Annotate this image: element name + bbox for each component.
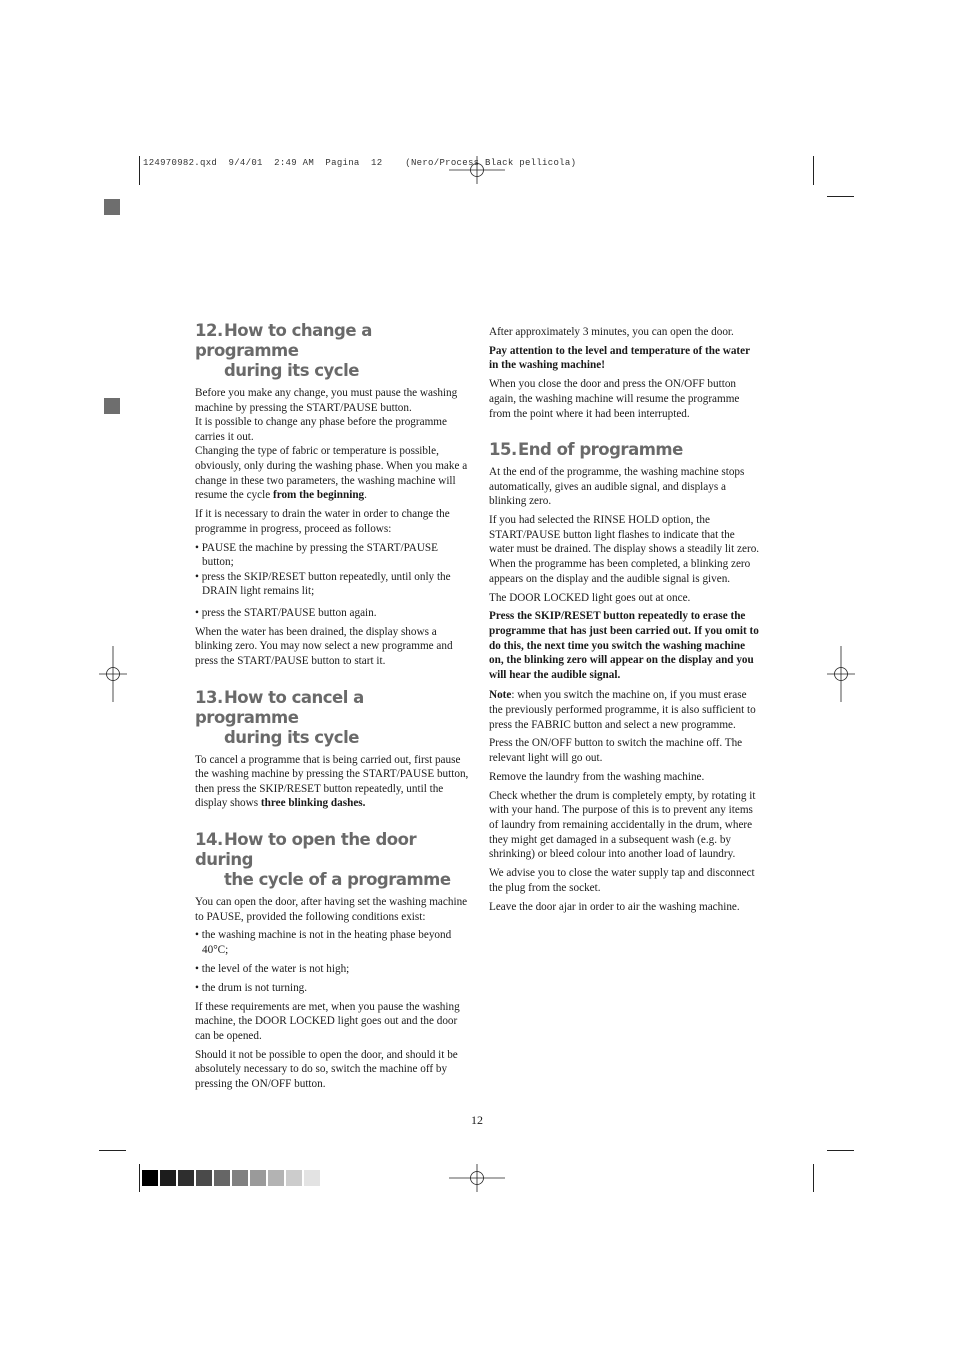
list-item: • press the SKIP/RESET button repeatedly, until only the DRAIN light remains lit;: [195, 570, 451, 598]
paragraph: Before you make any change, you must pause the washing machine by pressing the START/PAUSE button.: [195, 387, 458, 414]
paragraph: Press the SKIP/RESET button repeatedly to erase the programme that has just been carried out. If you omit to do this, the next time you switch the washing machine on, the blinking zero will appear on the display and you will hear the audible signal.: [489, 610, 759, 681]
section-14-heading: 14.How to open the door during the cycle of a programme: [195, 829, 451, 889]
paragraph: Should it not be possible to open the door, and should it be absolutely necessary to do so, switch the machine off by pressing the ON/OFF button.: [195, 1048, 458, 1090]
paragraph: At the end of the programme, the washing machine stops automatically, gives an audible signal, and displays a blinking zero.: [489, 466, 745, 508]
paragraph: Pay attention to the level and temperature of the water in the washing machine!: [489, 344, 750, 372]
registration-mark-right: [827, 646, 855, 702]
color-swatch: [160, 1170, 176, 1186]
crop-mark: [139, 1164, 140, 1192]
paragraph: You can open the door, after having set the washing machine to PAUSE, provided the following conditions exist:: [195, 895, 468, 923]
color-swatch: [196, 1170, 212, 1186]
crop-mark: [827, 196, 854, 197]
paragraph: Press the ON/OFF button to switch the machine off. The relevant light will go out.: [489, 737, 743, 765]
list-item: • press the START/PAUSE button again.: [195, 606, 377, 619]
registration-mark-top: [449, 156, 505, 184]
paragraph: Changing the type of fabric or temperature is possible, obviously, only during the washing phase. When you make a change in these two parameters, the washing machine will resume the cycle from the beginning.: [195, 445, 468, 502]
color-swatch: [268, 1170, 284, 1186]
crop-mark: [813, 156, 814, 185]
paragraph: After approximately 3 minutes, you can open the door.: [489, 326, 734, 338]
paragraph: Leave the door ajar in order to air the washing machine.: [489, 900, 740, 913]
paragraph: To cancel a programme that is being carried out, first pause the washing machine by pressing the START/PAUSE button, then press the SKIP/RESET button repeatedly, until the display shows three blinking dashes.: [195, 753, 469, 810]
crop-mark: [139, 156, 140, 185]
left-column: [195, 321, 470, 1096]
paragraph: We advise you to close the water supply tap and disconnect the plug from the socket.: [489, 867, 755, 894]
print-slug: 124970982.qxd 9/4/01 2:49 AM Pagina 12 (Nero/Process Black pellicola): [143, 158, 577, 168]
paragraph: Check whether the drum is completely empty, by rotating it with your hand. The purpose of this is to prevent any items of laundry from remaining accidentally in the drum, where they might get damaged in a subsequent wash (e.g. by shrinking) or bleed colour into another load of laundry.: [489, 789, 756, 861]
section-15-heading: 15.End of programme: [489, 440, 683, 460]
list-item: • the drum is not turning.: [195, 981, 308, 994]
paragraph: If it is necessary to drain the water in order to change the programme in progress, proceed as follows:: [195, 508, 450, 535]
list-item: • PAUSE the machine by pressing the START/PAUSE button;: [195, 541, 438, 569]
margin-square: [104, 398, 120, 414]
section-12-heading: 12.How to change a programme during its cycle: [195, 321, 372, 380]
color-swatch: [304, 1170, 320, 1186]
list-item: • the level of the water is not high;: [195, 962, 350, 975]
color-swatch: [286, 1170, 302, 1186]
registration-mark-left: [99, 646, 127, 702]
right-column: [489, 325, 761, 918]
crop-mark: [813, 1164, 814, 1192]
margin-square: [104, 199, 120, 215]
paragraph: If these requirements are met, when you pause the washing machine, the DOOR LOCKED light goes out and the door can be opened.: [195, 1000, 460, 1042]
paragraph: Remove the laundry from the washing machine.: [489, 770, 705, 783]
crop-mark: [827, 1150, 854, 1151]
list-item: • the washing machine is not in the heating phase beyond 40°C;: [195, 929, 452, 957]
color-swatch: [142, 1170, 158, 1186]
paragraph: Note: when you switch the machine on, if you must erase the previously performed programme, it is also sufficient to press the FABRIC button and select a new programme.: [489, 689, 756, 731]
page-number: 12: [471, 1113, 483, 1127]
paragraph: When the water has been drained, the display shows a blinking zero. You may now select a new programme and press the START/PAUSE button to start it.: [195, 625, 453, 667]
section-13-heading: 13.How to cancel a programme during its cycle: [195, 687, 364, 747]
color-swatch: [250, 1170, 266, 1186]
color-swatch: [178, 1170, 194, 1186]
paragraph: The DOOR LOCKED light goes out at once.: [489, 591, 691, 604]
paragraph: If you had selected the RINSE HOLD option, the START/PAUSE button light flashes to indicate that the water must be drained. The display shows a steadily lit zero.: [489, 514, 760, 556]
crop-mark: [99, 1150, 126, 1151]
paragraph: It is possible to change any phase before the programme carries it out.: [195, 416, 447, 443]
paragraph: When you close the door and press the ON/OFF button again, the washing machine will resume the programme from the point where it had been interrupted.: [489, 378, 740, 420]
color-swatch: [214, 1170, 230, 1186]
color-swatch: [232, 1170, 248, 1186]
registration-mark-bottom: [449, 1164, 505, 1192]
paragraph: When the programme has been completed, a blinking zero appears on the display and the audible signal is given.: [489, 558, 751, 585]
